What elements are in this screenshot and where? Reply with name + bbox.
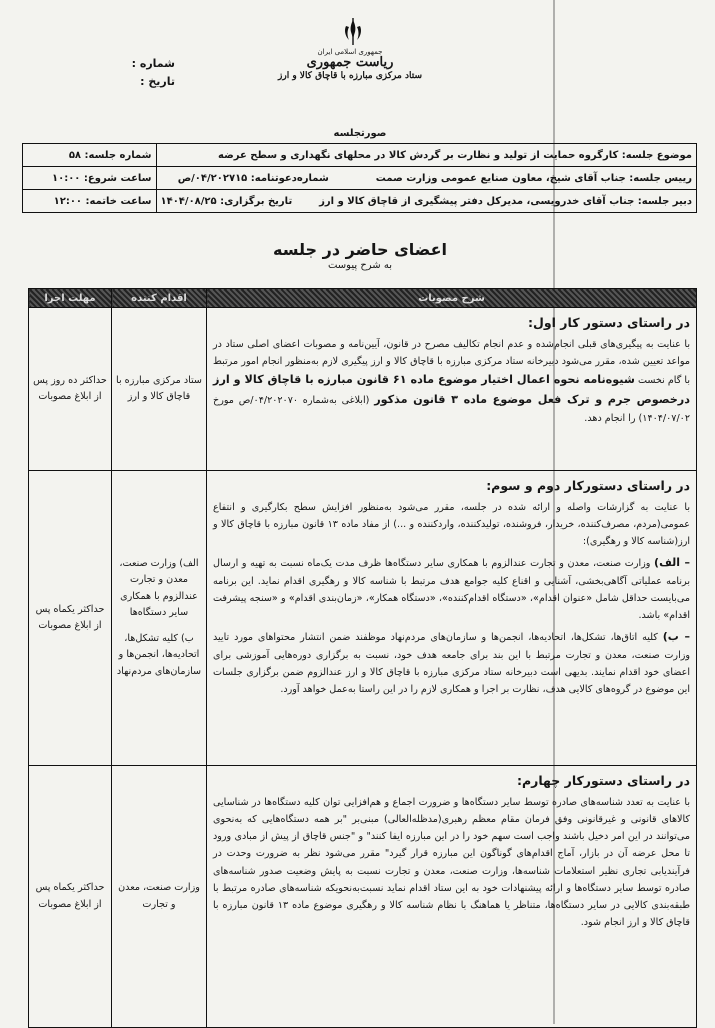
end-label: ساعت خاتمه: bbox=[85, 195, 152, 207]
secretary-label: دبیر جلسه: bbox=[637, 195, 692, 207]
table-row bbox=[29, 766, 697, 1028]
secretary-value: جناب آقای خدرویسی، مدیرکل دفتر پیشگیری از قاچاق کالا و ارز bbox=[319, 195, 635, 207]
document-title: صورتجلسه bbox=[333, 128, 387, 139]
table-header-row bbox=[29, 289, 697, 308]
item-a-mark: – الف) bbox=[654, 556, 690, 570]
executor-cell: ستاد مرکزی مبارزه با قاچاق کالا و ارز bbox=[112, 308, 207, 471]
resolution-intro: با عنایت به گزارشات واصله و ارائه شده در جلسه، مقرر می‌شود به‌منظور افزایش سطح بکارگیری و انتفاع عمومی(مردم، مصرف‌کننده، خریدار، فروشنده، تولیدکننده، واردکننده و ...) از مفاد ماده ۱۳ قانون مبارزه با قاچاق کالا و ارز(شناسه کالا و رهگیری): bbox=[213, 502, 690, 548]
letter-meta bbox=[85, 55, 175, 90]
attendees-title: اعضای حاضر در جلسه bbox=[273, 240, 447, 259]
resolutions-table bbox=[28, 288, 697, 1028]
subject-value: کارگروه حمایت از تولید و نظارت بر گردش کالا در محلهای نگهداری و سطح عرضه bbox=[218, 149, 619, 161]
item-b-text: کلیه اتاق‌ها، تشکل‌ها، اتحادیه‌ها، انجمن‌ها و سازمان‌های مردم‌نهاد موظفند ضمن انتشار محتواهای مورد تایید وزارت صنعت، معدن و تجارت مرتبط با این بند برای جامعه هدف خود، نسبت به برگزاری دوره‌هایی آموزشی برای اعضای خود اقدام نمایند. بدیهی است دبیرخانه ستاد مرکزی مبارزه با قاچاق کالا و ارز عندالزوم ضمن برگزاری جلسات این موضوع در گروه‌های کالایی هدف، نظارت بر اجرا و همکاری لازم را در این راستا به‌عمل خواهد آورد. bbox=[213, 632, 690, 695]
deadline-cell: حداکثر یکماه پس از ابلاغ مصوبات bbox=[29, 766, 112, 1028]
held-date-value: ۱۴۰۴/۰۸/۲۵ bbox=[160, 195, 217, 207]
executor-cell bbox=[112, 471, 207, 766]
header-description: شرح مصوبات bbox=[207, 289, 697, 308]
info-row bbox=[23, 190, 697, 213]
end-time-cell bbox=[23, 190, 157, 213]
executor-b: ب) کلیه تشکل‌ها، اتحادیه‌ها، انجمن‌ها و سازمان‌های مردم‌نهاد bbox=[116, 633, 202, 677]
item-b-mark: – ب) bbox=[662, 630, 690, 644]
start-value: ۱۰:۰۰ bbox=[52, 172, 81, 184]
executor-a: الف) وزارت صنعت، معدن و تجارت عندالزوم با همکاری سایر دستگاه‌ها bbox=[119, 557, 199, 618]
resolution-text bbox=[207, 471, 697, 766]
table-row bbox=[29, 308, 697, 471]
invitation-label: شماره‌دعوتنامه: bbox=[250, 172, 329, 184]
start-time-cell bbox=[23, 167, 157, 190]
deadline-cell: حداکثر ده روز پس از ابلاغ مصوبات bbox=[29, 308, 112, 471]
presidency-title: ریاست جمهوری bbox=[306, 55, 394, 71]
secretary-cell bbox=[156, 190, 697, 213]
end-value: ۱۲:۰۰ bbox=[53, 195, 83, 207]
date-label: تاریخ : bbox=[140, 74, 175, 88]
subject-cell bbox=[156, 144, 697, 167]
chair-value: جناب آقای شیخ، معاون صنایع عمومی وزارت صمت bbox=[375, 172, 626, 184]
attendees-subtitle: به شرح پیوست bbox=[327, 260, 393, 271]
resolution-body: با عنایت به تعدد شناسه‌های صادره توسط سایر دستگاه‌ها و ضرورت اجماع و هم‌افزایی توان کلیه دستگاه‌ها در شناسایی کالاهای قانونی و غیرقانونی وفق فرمان مقام معظم رهبری(مدظله‌العالی) مبنی‌بر "بر همه دستگاه‌هایی که به‌نحوی می‌توانند در این امر دخیل باشند واجب است سهم خود را در این مبارزه ایفا کنند" و "جنس قاچاق از پیش از مبادی ورود تا محل عرضه آن در بازار، آماج اقدام‌های گوناگون این مبارزه قرار گیرد" مقرر می‌شود نظر به ضرورت وحدت در فرآیندیابی تجاری نظیر استعلامات شناسه‌ها، وزارت صنعت، معدن و تجارت نسبت به پایش وضعیت صدور شناسه‌های صادره توسط سایر دستگاه‌ها و ارائه پیشنهادات خود به این ستاد اقدام نماید نسبت‌به‌نحویکه شناسه‌های صادره مرتبط با طبقه‌بندی کالایی در سایر دستگاه‌ها، متناظر یا هماهنگ با نظام شناسه کالا و رهگیری موضوع ماده ۱۳ قانون مبارزه با قاچاق کالا و ارز انجام شود. bbox=[213, 797, 690, 928]
resolution-body: با عنایت به پیگیری‌های قبلی انجام‌شده و عدم انجام تکالیف مصرح در قانون، آیین‌نامه و مصوبات اعضای اصلی ستاد در مواعد تعیین شده، مقرر می‌شود دبیرخانه ستاد مرکزی مبارزه با قاچاق کالا و ارز پیگیری لازم به‌منظور انجام امور مرتبط با گام نخست bbox=[213, 339, 690, 387]
republic-line: جمهوری اسلامی ایران bbox=[317, 48, 383, 56]
number-label: شماره : bbox=[131, 57, 175, 70]
organization-name: ستاد مرکزی مبارزه با قاچاق کالا و ارز bbox=[278, 70, 422, 81]
session-number-value: ۵۸ bbox=[68, 149, 82, 161]
executor-cell: وزارت صنعت، معدن و تجارت bbox=[112, 766, 207, 1028]
table-row bbox=[29, 471, 697, 766]
letterhead bbox=[250, 48, 450, 81]
header-deadline: مهلت اجرا bbox=[29, 289, 112, 308]
chair-cell bbox=[156, 167, 697, 190]
subject-label: موضوع جلسه: bbox=[621, 149, 692, 161]
invitation-value: ۰۴/۲۰۲۷۱۵/ص bbox=[177, 172, 248, 184]
session-number-cell bbox=[23, 144, 157, 167]
resolution-title: در راستای دستورکار دوم و سوم: bbox=[486, 478, 690, 493]
resolution-title: در راستای دستور کار اول: bbox=[528, 315, 690, 330]
resolution-emphasis: شیوه‌نامه نحوه اعمال اختیار موضوع ماده ۶۱ قانون مبارزه با قاچاق کالا و ارز درخصوص جرم و ترک فعل موضوع ماده ۳ قانون مذکور bbox=[213, 373, 690, 407]
resolution-tail: (ابلاغی به‌شماره ۰۴/۲۰۲۰۷۰/ص مورخ ۱۴۰۴/۰۷/۰۲) را انجام دهد. bbox=[213, 395, 690, 425]
chair-label: رییس جلسه: bbox=[629, 172, 692, 184]
info-row bbox=[23, 167, 697, 190]
session-number-label: شماره جلسه: bbox=[84, 149, 152, 161]
iran-emblem-icon bbox=[341, 18, 365, 46]
session-info-table bbox=[22, 143, 697, 213]
item-a-text: وزارت صنعت، معدن و تجارت عندالزوم با همکاری سایر دستگاه‌ها ظرف مدت یک‌ماه نسبت به تهیه و ارسال برنامه عملیاتی آگاهی‌بخشی، آشنایی و اقناع کلیه جوامع هدف مرتبط با شناسه کالا و رهگیری اقدام نماید. این برنامه می‌بایست حداقل شامل «عنوان اقدام»، «دستگاه اقدام‌کننده»، «دستگاه همکار»، «زمان‌بندی اقدام» و «سنجه پیشرفت اقدام» باشد. bbox=[213, 558, 690, 622]
resolution-text bbox=[207, 766, 697, 1028]
start-label: ساعت شروع: bbox=[83, 172, 152, 184]
info-row bbox=[23, 144, 697, 167]
resolution-title: در راستای دستورکار چهارم: bbox=[516, 773, 690, 788]
resolution-text bbox=[207, 308, 697, 471]
header-executor: اقدام کننده bbox=[112, 289, 207, 308]
held-date-label: تاریخ برگزاری: bbox=[220, 195, 293, 207]
deadline-cell: حداکثر یکماه پس از ابلاغ مصوبات bbox=[29, 471, 112, 766]
